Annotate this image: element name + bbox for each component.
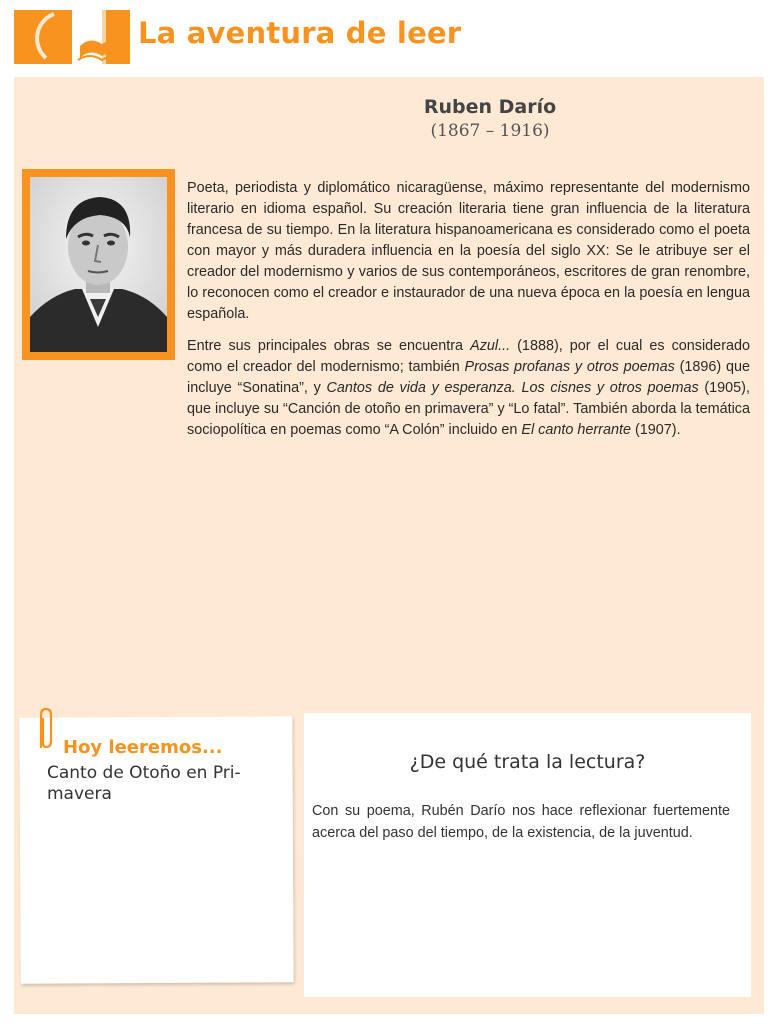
summary-text: Con su poema, Rubén Darío nos hace reflexionar fuertemente acerca del paso del tiempo, de la existencia, de la juventud. [312,803,730,841]
bio-paragraph-2: Entre sus principales obras se encuentra Azul... (1888), por el cual es considerado como el creador del modernismo; también Prosas profanas y otros poemas (1896) que incluye “Sonatina”, y Cantos de vida y esperanza. Los cisnes y otros poemas (1905), que incluye su “Canción de otoño en primavera” y “Lo fatal”. También aborda la temática sociopolítica en poemas como “A Colón” incluido en El canto herrante (1907). [187,338,750,438]
reading-label: Hoy leeremos... [63,737,223,758]
work-title: Prosas profanas y otros poemas [464,359,675,375]
section-title: La aventura de leer [138,16,462,50]
portrait-photo [30,177,167,352]
biography-text [187,178,750,452]
open-book-icon [32,8,132,66]
work-title: Cantos de vida y esperanza. Los cisnes y otros poemas [326,380,699,396]
bio-paragraph-1: Poeta, periodista y diplomático nicaragüense, máximo representante del modernismo literario en idioma español. Su creación literaria tiene gran influencia de la literatura francesa de su tiempo. En la literatura hispanoamericana es considerado como el poeta con mayor y más duradera influencia en la poesía del siglo XX: Se le atribuye ser el creador del modernismo y varios de sus contemporáneos, escritores de gran renombre, lo reconocen como el creador e instaurador de una nueva época en la poesía en lengua española. [187,180,750,322]
reading-title: Canto de Otoño en Pri- mavera [47,763,241,804]
summary-question: ¿De qué trata la lectura? [409,751,646,773]
author-name: Ruben Darío [423,96,557,118]
author-dates: (1867 – 1916) [430,121,550,141]
work-title: El canto herrante [521,422,631,438]
paperclip-icon [33,707,57,753]
work-title: Azul... [470,338,511,354]
